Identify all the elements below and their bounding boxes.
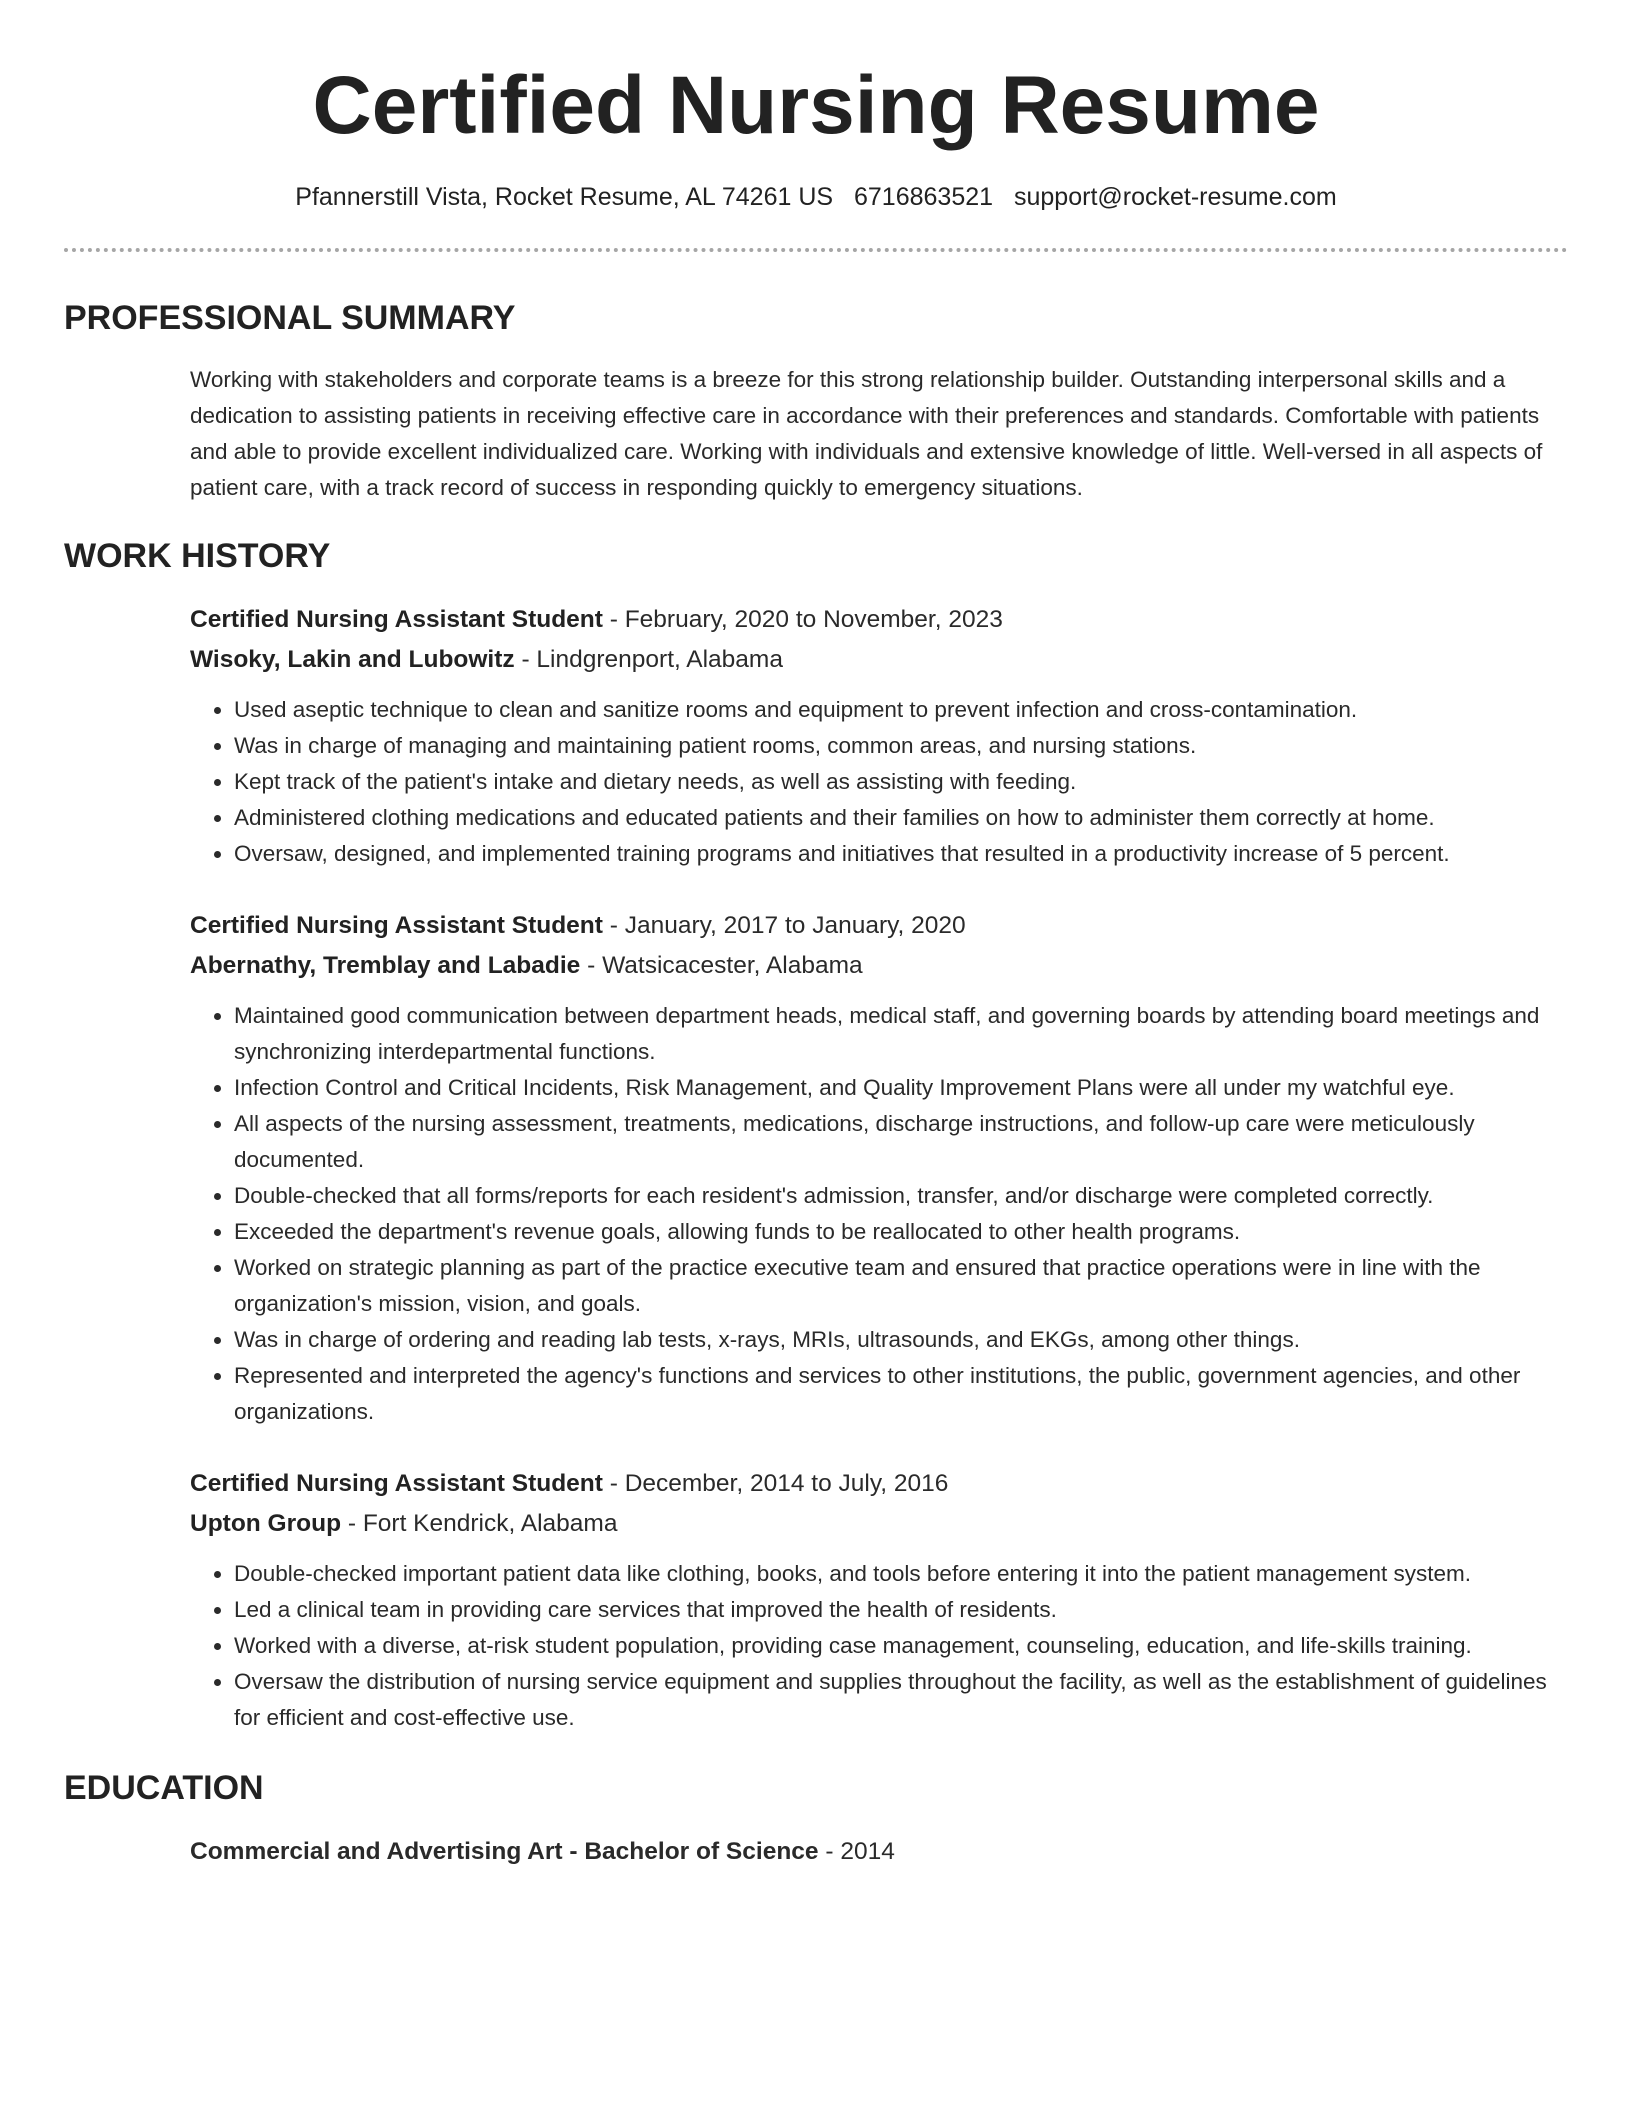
job-entry	[190, 1464, 1568, 1736]
job-bullet: • Was in charge of managing and maintaining patient rooms, common areas, and nursing stations.	[234, 728, 1568, 764]
job-entry	[190, 906, 1568, 1430]
contact-email: support@rocket-resume.com	[1014, 183, 1337, 211]
job-bullet: • Maintained good communication between department heads, medical staff, and governing boards by attending board meetings and synchronizing interdepartmental functions.	[234, 998, 1568, 1070]
job-bullet: • Worked with a diverse, at-risk student population, providing case management, counseling, education, and life-skills training.	[234, 1628, 1568, 1664]
resume-title: Certified Nursing Resume	[312, 60, 1320, 151]
job-bullet: • Kept track of the patient's intake and dietary needs, as well as assisting with feeding.	[234, 764, 1568, 800]
summary-heading: PROFESSIONAL SUMMARY	[64, 299, 516, 337]
job-bullets	[190, 998, 1568, 1430]
job-title: Certified Nursing Assistant Student	[190, 606, 603, 633]
education-year: - 2014	[818, 1838, 895, 1865]
job-bullet: • Worked on strategic planning as part of the practice executive team and ensured that practice operations were in line with the organization's mission, vision, and goals.	[234, 1250, 1568, 1322]
work-history-heading: WORK HISTORY	[64, 537, 331, 575]
job-title: Certified Nursing Assistant Student	[190, 1470, 603, 1497]
job-bullets	[190, 1556, 1568, 1736]
job-dates: - December, 2014 to July, 2016	[602, 1470, 949, 1497]
header-divider	[64, 248, 1568, 252]
job-bullet: • Infection Control and Critical Incidents, Risk Management, and Quality Improvement Plans were all under my watchful eye.	[234, 1070, 1568, 1106]
job-bullet: • Oversaw the distribution of nursing service equipment and supplies throughout the facility, as well as the establishment of guidelines for efficient and cost-effective use.	[234, 1664, 1568, 1736]
job-bullet: • Was in charge of ordering and reading lab tests, x-rays, MRIs, ultrasounds, and EKGs, among other things.	[234, 1322, 1568, 1358]
job-bullet: • Used aseptic technique to clean and sanitize rooms and equipment to prevent infection and cross-contamination.	[234, 692, 1568, 728]
job-company: Upton Group	[190, 1510, 342, 1537]
job-title-line	[190, 600, 1568, 640]
job-company-line	[190, 640, 1568, 680]
education-entry	[190, 1832, 1568, 1872]
job-bullet: • Led a clinical team in providing care services that improved the health of residents.	[234, 1592, 1568, 1628]
job-company-line	[190, 1504, 1568, 1544]
summary-text: Working with stakeholders and corporate teams is a breeze for this strong relationship builder. Outstanding interpersonal skills and a dedication to assisting patients in receiving effective care in accordance with their preferences and standards. Comfortable with patients and able to provide excellent individualized care. Working with individuals and extensive knowledge of little. Well-versed in all aspects of patient care, with a track record of success in responding quickly to emergency situations.	[190, 367, 1543, 500]
job-bullet: • Represented and interpreted the agency's functions and services to other institutions, the public, government agencies, and other organizations.	[234, 1358, 1568, 1430]
job-title-line	[190, 906, 1568, 946]
job-company: Wisoky, Lakin and Lubowitz	[190, 646, 515, 673]
job-title: Certified Nursing Assistant Student	[190, 912, 603, 939]
job-entry	[190, 600, 1568, 872]
job-location: - Lindgrenport, Alabama	[514, 646, 783, 673]
job-location: - Watsicacester, Alabama	[580, 952, 863, 979]
job-title-line	[190, 1464, 1568, 1504]
education-degree: Commercial and Advertising Art - Bachelor of Science	[190, 1838, 819, 1865]
job-bullet: • All aspects of the nursing assessment, treatments, medications, discharge instructions, and follow-up care were meticulously documented.	[234, 1106, 1568, 1178]
job-dates: - February, 2020 to November, 2023	[602, 606, 1003, 633]
job-company: Abernathy, Tremblay and Labadie	[190, 952, 581, 979]
contact-address: Pfannerstill Vista, Rocket Resume, AL 74261 US	[295, 183, 834, 211]
job-bullet: • Exceeded the department's revenue goals, allowing funds to be reallocated to other health programs.	[234, 1214, 1568, 1250]
contact-line	[64, 180, 1568, 214]
job-bullet: • Oversaw, designed, and implemented training programs and initiatives that resulted in a productivity increase of 5 percent.	[234, 836, 1568, 872]
job-bullet: • Double-checked that all forms/reports for each resident's admission, transfer, and/or discharge were completed correctly.	[234, 1178, 1568, 1214]
job-company-line	[190, 946, 1568, 986]
job-bullets	[190, 692, 1568, 872]
education-heading: EDUCATION	[64, 1769, 264, 1807]
job-location: - Fort Kendrick, Alabama	[341, 1510, 618, 1537]
job-bullet: • Double-checked important patient data like clothing, books, and tools before entering it into the patient management system.	[234, 1556, 1568, 1592]
contact-phone: 6716863521	[854, 183, 994, 211]
job-bullet: • Administered clothing medications and educated patients and their families on how to administer them correctly at home.	[234, 800, 1568, 836]
job-dates: - January, 2017 to January, 2020	[602, 912, 966, 939]
